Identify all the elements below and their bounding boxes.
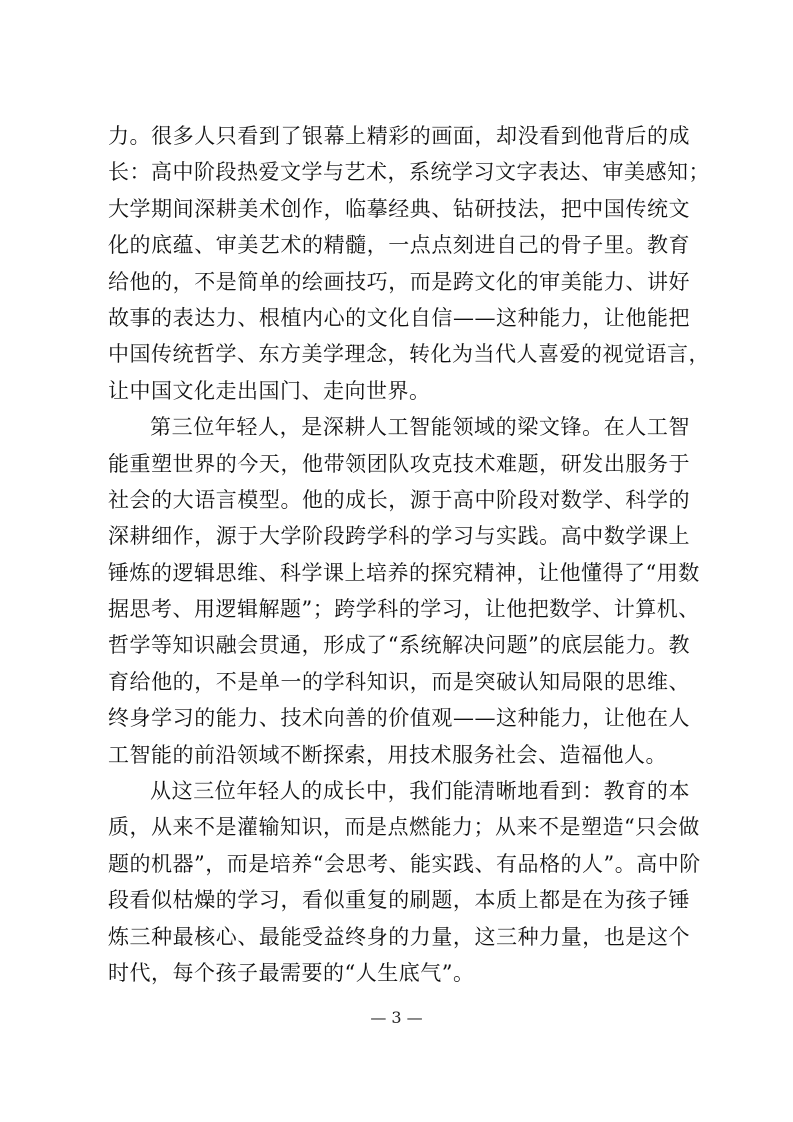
text-line: 育给他的，不是单一的学科知识，而是突破认知局限的思维、	[108, 669, 690, 694]
text-line: 段看似枯燥的学习，看似重复的刷题，本质上都是在为孩子锤	[108, 888, 690, 913]
text-line: 哲学等知识融会贯通，形成了“系统解决问题”的底层能力。教	[108, 633, 690, 658]
text-line: 时代，每个孩子最需要的“人生底气”。	[108, 960, 475, 985]
text-line: 炼三种最核心、最能受益终身的力量，这三种力量，也是这个	[108, 924, 690, 949]
body-text	[108, 118, 710, 991]
text-line: 质，从来不是灌输知识，而是点燃能力；从来不是塑造“只会做	[108, 815, 700, 840]
text-line: 终身学习的能力、技术向善的价值观——这种能力，让他在人	[108, 706, 690, 731]
text-line: 题的机器”，而是培养“会思考、能实践、有品格的人”。高中阶	[108, 851, 701, 876]
text-line: 据思考、用逻辑解题”；跨学科的学习，让他把数学、计算机、	[108, 597, 700, 622]
text-line: 锤炼的逻辑思维、科学课上培养的探究精神，让他懂得了“用数	[108, 560, 700, 585]
page-number: — 3 —	[370, 1008, 423, 1027]
text-line: 力。很多人只看到了银幕上精彩的画面，却没看到他背后的成	[108, 124, 690, 148]
text-line: 给他的，不是简单的绘画技巧，而是跨文化的审美能力、讲好	[108, 269, 690, 294]
text-line: 大学期间深耕美术创作，临摹经典、钻研技法，把中国传统文	[108, 196, 690, 221]
text-line: 中国传统哲学、东方美学理念，转化为当代人喜爱的视觉语言，	[108, 342, 710, 367]
text-line: 从这三位年轻人的成长中，我们能清晰地看到：教育的本	[150, 779, 690, 804]
text-line: 能重塑世界的今天，他带领团队攻克技术难题，研发出服务于	[108, 451, 690, 476]
text-line: 长：高中阶段热爱文学与艺术，系统学习文字表达、审美感知；	[108, 160, 710, 185]
text-line: 工智能的前沿领域不断探索，用技术服务社会、造福他人。	[108, 742, 667, 767]
text-line: 让中国文化走出国门、走向世界。	[108, 378, 431, 403]
text-line: 第三位年轻人，是深耕人工智能领域的梁文锋。在人工智	[150, 415, 690, 440]
text-line: 深耕细作，源于大学阶段跨学科的学习与实践。高中数学课上	[108, 524, 690, 549]
text-line: 化的底蕴、审美艺术的精髓，一点点刻进自己的骨子里。教育	[108, 233, 690, 258]
text-line: 社会的大语言模型。他的成长，源于高中阶段对数学、科学的	[108, 487, 690, 512]
text-line: 故事的表达力、根植内心的文化自信——这种能力，让他能把	[108, 305, 690, 330]
